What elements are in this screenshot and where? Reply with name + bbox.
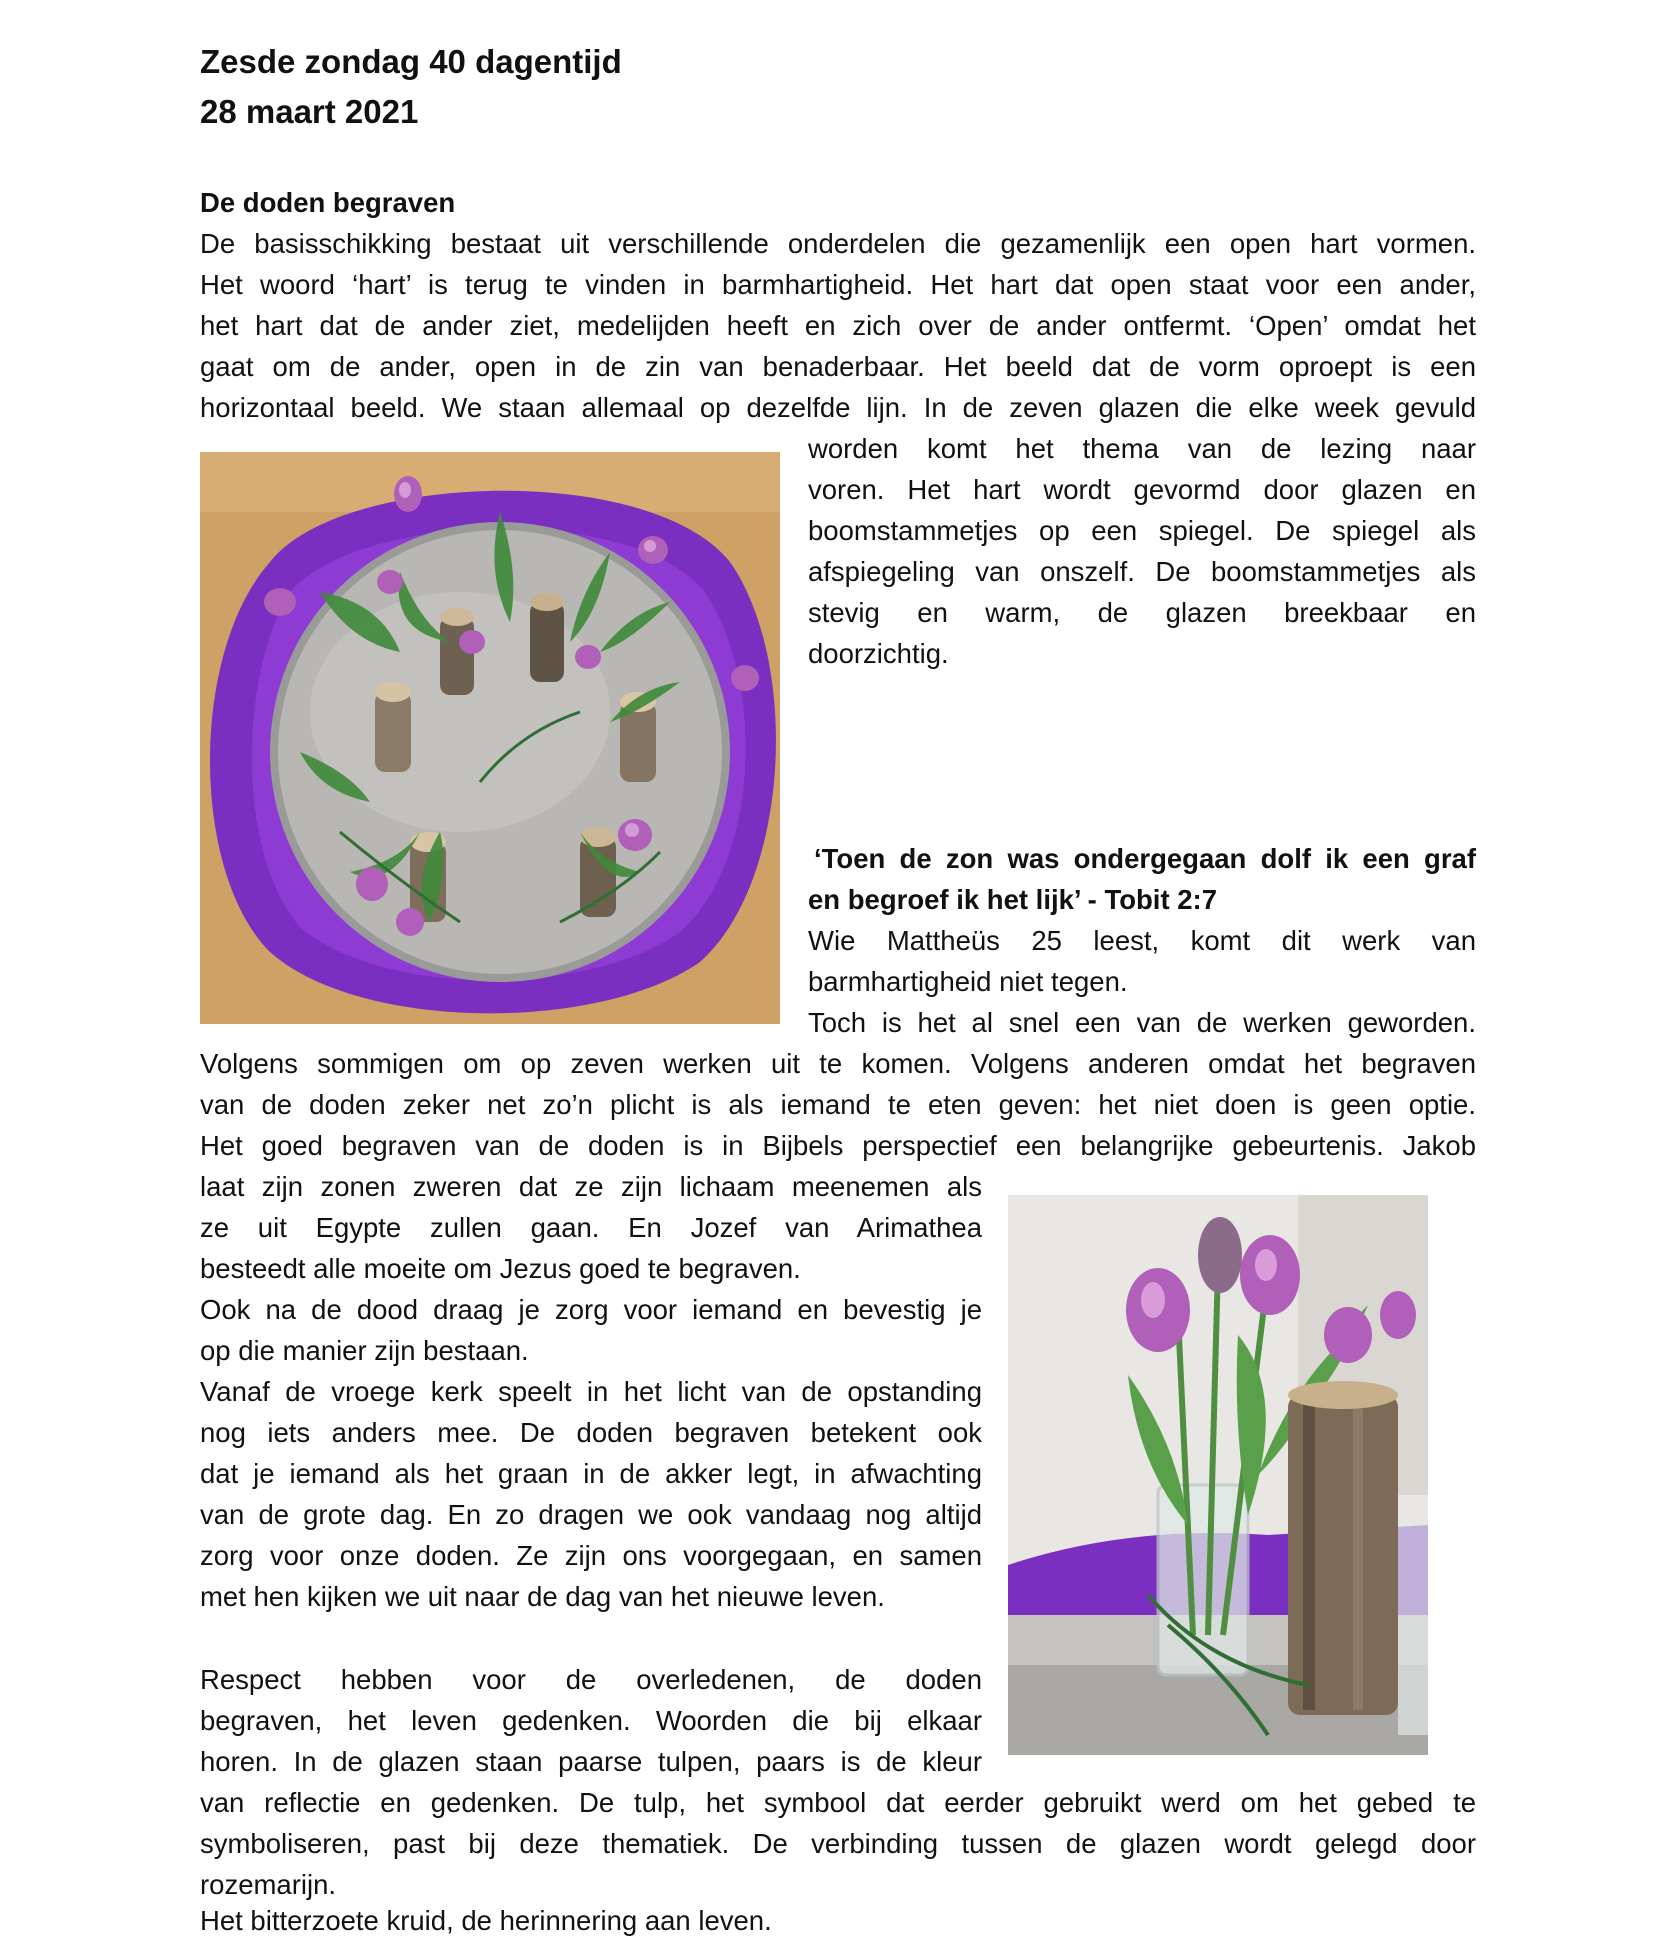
paragraph-line: begraven, het leven gedenken. Woorden die bij elkaar [200, 1705, 982, 1736]
page-title: Zesde zondag 40 dagentijd [200, 43, 622, 80]
paragraph-line: met hen kijken we uit naar de dag van het nieuwe leven. [200, 1581, 885, 1612]
paragraph-line: afspiegeling van onszelf. De boomstammetjes als [808, 556, 1476, 587]
paragraph-line: Ook na de dood draag je zorg voor iemand en bevestig je [200, 1294, 982, 1325]
paragraph-line: barmhartigheid niet tegen. [808, 966, 1128, 997]
section-heading: De doden begraven [200, 187, 456, 218]
paragraph-line: besteedt alle moeite om Jezus goed te begraven. [200, 1253, 801, 1284]
paragraph-line: Wie Mattheüs 25 leest, komt dit werk van [808, 925, 1476, 956]
arrangement-photo-side-view [1008, 1195, 1428, 1755]
paragraph-line: horen. In de glazen staan paarse tulpen, paars is de kleur [200, 1746, 982, 1777]
paragraph-line: doorzichtig. [808, 638, 949, 669]
paragraph-line: Respect hebben voor de overledenen, de doden [200, 1664, 982, 1695]
paragraph-line: worden komt het thema van de lezing naar [808, 433, 1476, 464]
paragraph-line: dat je iemand als het graan in de akker legt, in afwachting [200, 1458, 982, 1489]
paragraph-line: Vanaf de vroege kerk speelt in het licht van de opstanding [200, 1376, 982, 1407]
paragraph-line: Het bitterzoete kruid, de herinnering aan leven. [200, 1905, 772, 1936]
paragraph-line: Het woord ‘hart’ is terug te vinden in barmhartigheid. Het hart dat open staat voor een ander, [200, 269, 1476, 300]
arrangement-photo-top-view [200, 452, 780, 1024]
paragraph-line: Volgens sommigen om op zeven werken uit te komen. Volgens anderen omdat het begraven [200, 1048, 1476, 1079]
paragraph-line: zorg voor onze doden. Ze zijn ons voorgegaan, en samen [200, 1540, 982, 1571]
paragraph-line: stevig en warm, de glazen breekbaar en [808, 597, 1476, 628]
paragraph-line: laat zijn zonen zweren dat ze zijn lichaam meenemen als [200, 1171, 982, 1202]
paragraph-line: De basisschikking bestaat uit verschillende onderdelen die gezamenlijk een open hart vormen. [200, 228, 1476, 259]
paragraph-line: het hart dat de ander ziet, medelijden heeft en zich over de ander ontfermt. ‘Open’ omdat het [200, 310, 1476, 341]
paragraph-line: Het goed begraven van de doden is in Bijbels perspectief een belangrijke gebeurtenis. Jakob [200, 1130, 1476, 1161]
quote-line: ‘Toen de zon was ondergegaan dolf ik een graf [814, 843, 1476, 874]
paragraph-line: ze uit Egypte zullen gaan. En Jozef van Arimathea [200, 1212, 982, 1243]
paragraph-line: gaat om de ander, open in de zin van benaderbaar. Het beeld dat de vorm oproept is een [200, 351, 1476, 382]
paragraph-line: van de doden zeker net zo’n plicht is als iemand te eten geven: het niet doen is geen optie. [200, 1089, 1476, 1120]
paragraph-line: rozemarijn. [200, 1869, 337, 1900]
paragraph-line: Toch is het al snel een van de werken geworden. [808, 1007, 1476, 1038]
paragraph-line: van reflectie en gedenken. De tulp, het symbool dat eerder gebruikt werd om het gebed te [200, 1787, 1476, 1818]
paragraph-line: van de grote dag. En zo dragen we ook vandaag nog altijd [200, 1499, 982, 1530]
paragraph-line: boomstammetjes op een spiegel. De spiegel als [808, 515, 1476, 546]
paragraph-line: op die manier zijn bestaan. [200, 1335, 529, 1366]
paragraph-line: symboliseren, past bij deze thematiek. De verbinding tussen de glazen wordt gelegd door [200, 1828, 1476, 1859]
paragraph-line: horizontaal beeld. We staan allemaal op dezelfde lijn. In de zeven glazen die elke week gevuld [200, 392, 1476, 423]
paragraph-line: nog iets anders mee. De doden begraven betekent ook [200, 1417, 982, 1448]
quote-line: en begroef ik het lijk’ - Tobit 2:7 [808, 884, 1217, 915]
paragraph-line: voren. Het hart wordt gevormd door glazen en [808, 474, 1476, 505]
page-date: 28 maart 2021 [200, 93, 419, 130]
